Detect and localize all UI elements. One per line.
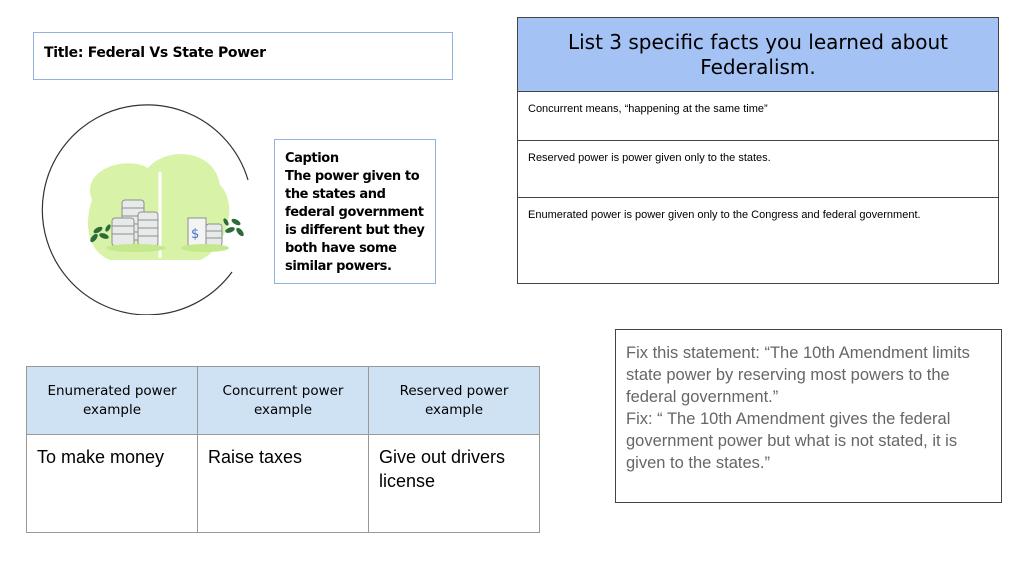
title-text: Title: Federal Vs State Power [44, 45, 266, 61]
caption-heading: Caption [285, 151, 339, 166]
facts-table[interactable] [517, 17, 999, 284]
caption-body: The power given to the states and federal government is different but they both have some similar powers. [285, 169, 425, 274]
fix-statement-box[interactable] [615, 329, 1002, 503]
powers-table[interactable] [26, 366, 540, 533]
header-reserved[interactable]: Reserved power example [369, 367, 540, 435]
cell-reserved[interactable]: Give out drivers license [369, 435, 540, 533]
header-enumerated[interactable]: Enumerated power example [27, 367, 198, 435]
title-box[interactable] [33, 32, 453, 80]
fact-item[interactable]: Enumerated power is power given only to the Congress and federal government. [528, 209, 921, 221]
table-row [27, 435, 540, 533]
table-header-row [27, 367, 540, 435]
cell-enumerated[interactable]: To make money [27, 435, 198, 533]
facts-heading: List 3 specific facts you learned about Federalism. [518, 18, 998, 92]
fact-item[interactable]: Reserved power is power given only to the states. [518, 141, 998, 198]
fix-statement: Fix this statement: “The 10th Amendment limits state power by reserving most powers to the federal government.” [626, 344, 970, 406]
fix-answer: Fix: “ The 10th Amendment gives the federal government power but what is not stated, it is given to the states.” [626, 410, 958, 472]
caption-box[interactable] [274, 139, 436, 284]
cell-concurrent[interactable]: Raise taxes [198, 435, 369, 533]
federalism-illustration [40, 100, 270, 315]
fact-item[interactable]: Concurrent means, “happening at the same time” [518, 92, 998, 141]
svg-text:$: $ [191, 227, 200, 242]
header-concurrent[interactable]: Concurrent power example [198, 367, 369, 435]
money-coins-icon [40, 100, 270, 315]
